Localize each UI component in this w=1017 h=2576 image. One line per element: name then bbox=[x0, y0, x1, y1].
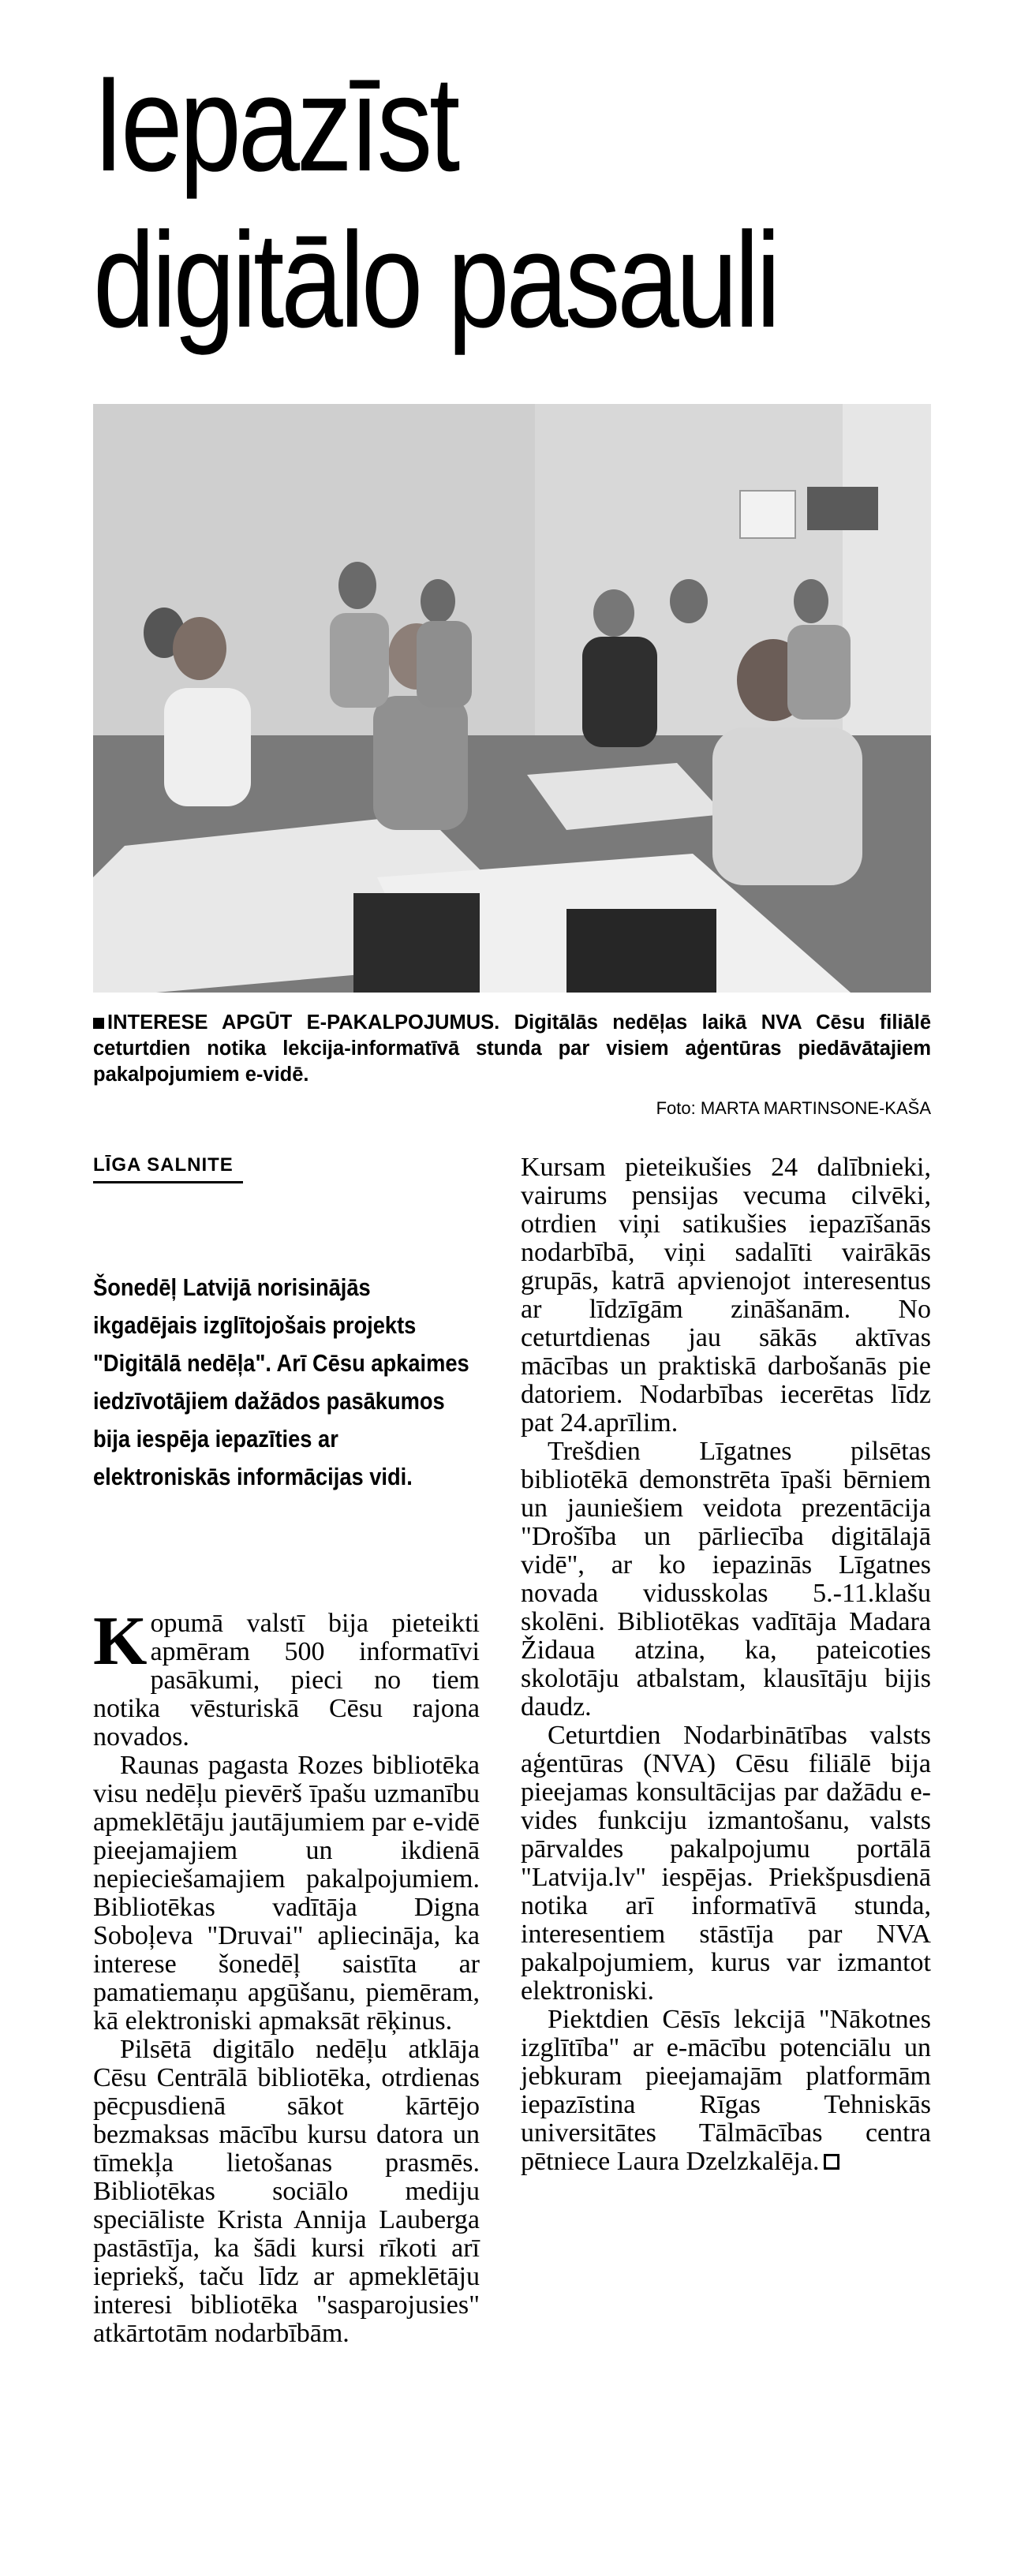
paragraph: Kopumā valstī bija pieteikti apmēram 500 informatīvi pasākumi, pieci no tiem notika vēsturiskā Cēsu rajona novados. bbox=[93, 1610, 480, 1752]
caption-bullet-icon bbox=[93, 1018, 104, 1029]
byline: LĪGA SALNITE bbox=[93, 1154, 243, 1183]
left-column bbox=[93, 1603, 480, 2348]
classroom-photo-illustration bbox=[93, 404, 931, 993]
right-column bbox=[521, 1153, 931, 2176]
headline bbox=[93, 46, 805, 358]
paragraph: Kursam pieteikušies 24 dalībnieki, vairums pensijas vecuma cilvēki, otrdien viņi satikušies iepazīšanās nodarbībā, viņi sadalīti vairākās grupās, katrā apvienojot interesentus ar līdzīgām zināšanām. No ceturtdienas jau sākās aktīvas mācības un praktiskā darbošanās pie datoriem. Nodarbības iecerētas līdz pat 24.aprīlim. bbox=[521, 1153, 931, 1438]
caption-text: Digitālās nedēļas laikā NVA Cēsu filiālē ceturtdien notika lekcija-informatīvā stunda par visiem aģentūras piedāvātajiem pakalpojumiem e-vidē. bbox=[93, 1011, 932, 1086]
paragraph: Ceturtdien Nodarbinātības valsts aģentūras (NVA) Cēsu filiālē bija pieejamas konsultācijas par dažādu e-vides funkciju izmantošanu, valsts pārvaldes pakalpojumu portālā "Latvija.lv" iespējas. Priekšpusdienā notika arī informatīvā stunda, interesentiem stāstīja par NVA pakalpojumiem, kurus var izmantot elektroniski. bbox=[521, 1721, 931, 2006]
paragraph: Raunas pagasta Rozes bibliotēka visu nedēļu pievērš īpašu uzmanību apmeklētāju jautājumiem par e-vidē pieejamajiem un ikdienā nepieciešamajiem pakalpojumiem. Bibliotēkas vadītāja Digna Soboļeva "Druvai" apliecināja, ka interese šonedēļ saistīta ar pamatiemaņu apgūšanu, piemēram, kā elektroniski apmaksāt rēķinus. bbox=[93, 1751, 480, 2036]
photo-credit: Foto: MARTA MARTINSONE-KAŠA bbox=[656, 1098, 931, 1118]
headline-line-1: Iepazīst bbox=[93, 48, 458, 200]
headline-line-2: digitālo pasauli bbox=[93, 204, 778, 356]
lede: Šonedēļ Latvijā norisinājās ikgadējais izglītojošais projekts "Digitālā nedēļa". Arī Cēsu apkaimes iedzīvotājiem dažādos pasākumos bija iespēja iepazīties ar elektroniskās informācijas vidi. bbox=[93, 1273, 469, 1490]
article-photo bbox=[93, 404, 931, 993]
photo-caption bbox=[93, 1010, 931, 1088]
paragraph: Piektdien Cēsīs lekcijā "Nākotnes izglītība" ar e-mācību potenciālu un jebkuram pieejamajām platformām iepazīstina Rīgas Tehniskās universitātes Tālmācības centra pētniece Laura Dzelzkalēja. bbox=[521, 2005, 931, 2176]
end-mark-icon bbox=[824, 2154, 839, 2170]
caption-lead: INTERESE APGŪT E-PAKALPOJUMUS. bbox=[107, 1011, 500, 1034]
dropcap: K bbox=[93, 1603, 148, 1680]
paragraph: Pilsētā digitālo nedēļu atklāja Cēsu Centrālā bibliotēka, otrdienas pēcpusdienā sākot kārtējo bezmaksas mācību kursu datora un tīmekļa lietošanas prasmēs. Bibliotēkas sociālo mediju speciāliste Krista Annija Lauberga pastāstīja, ka šādi kursi rīkoti arī iepriekš, taču līdz ar apmeklētāju interesi bibliotēka "sasparojusies" atkārtotām nodarbībām. bbox=[93, 2035, 480, 2348]
paragraph: Trešdien Līgatnes pilsētas bibliotēkā demonstrēta īpaši bērniem un jauniešiem veidota prezentācija "Drošība un pārliecība digitālajā vidē", ar ko iepazinās Līgatnes novada vidusskolas 5.-11.klašu skolēni. Bibliotēkas vadītāja Madara Židaua atzina, ka, pateicoties skolotāju atbalstam, klausītāju bijis daudz. bbox=[521, 1437, 931, 1722]
